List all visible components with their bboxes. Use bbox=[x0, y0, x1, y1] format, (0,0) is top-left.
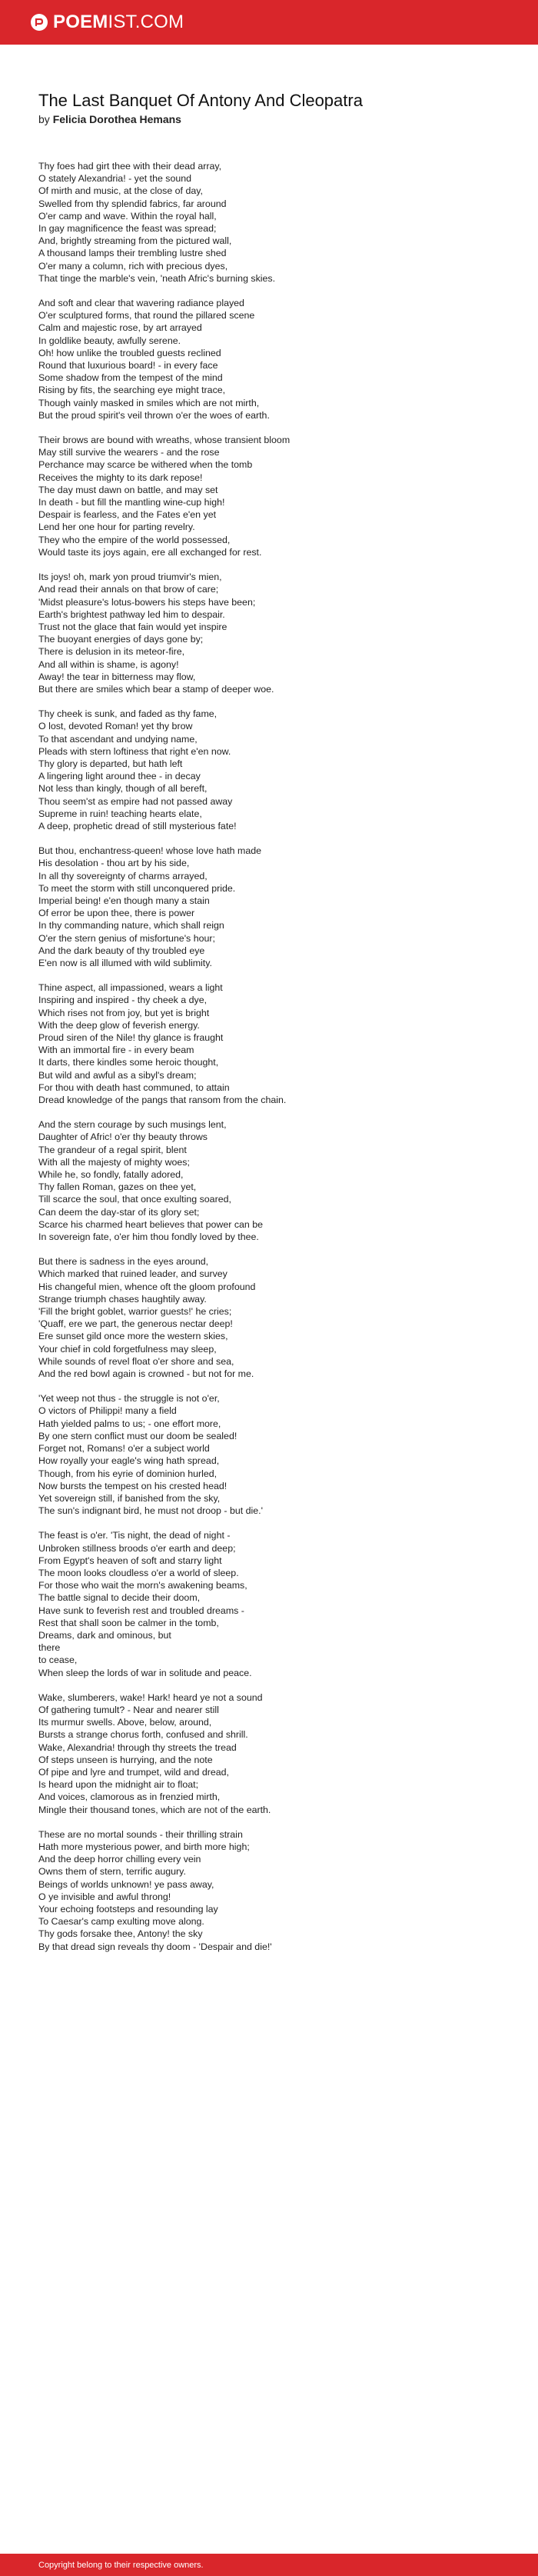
poem-line: Mingle their thousand tones, which are not of the earth. bbox=[38, 1804, 271, 1815]
poem-line: O'er camp and wave. Within the royal hall, bbox=[38, 210, 217, 222]
poem-line: Hath yielded palms to us; - one effort more, bbox=[38, 1418, 221, 1429]
poem-line: But wild and awful as a sibyl's dream; bbox=[38, 1069, 197, 1081]
stanza bbox=[38, 297, 507, 422]
poem-line: Despair is fearless, and the Fates e'en yet bbox=[38, 509, 217, 521]
logo-icon bbox=[31, 14, 48, 31]
poem-line: Of mirth and music, at the close of day, bbox=[38, 185, 203, 197]
poem-line: Pleads with stern loftiness that right e'en now. bbox=[38, 745, 231, 757]
poem-line: Though vainly masked in smiles which are not mirth, bbox=[38, 397, 260, 408]
poem-line: Thy glory is departed, but hath left bbox=[38, 758, 183, 769]
poem-line: That tinge the marble's vein, 'neath Afric's burning skies. bbox=[38, 272, 276, 284]
poem-line: 'Midst pleasure's lotus-bowers his steps have been; bbox=[38, 596, 256, 608]
poem-line: Oh! how unlike the troubled guests reclined bbox=[38, 347, 221, 358]
poem-line: Your chief in cold forgetfulness may sleep, bbox=[38, 1343, 217, 1355]
poem-line: Proud siren of the Nile! thy glance is fraught bbox=[38, 1032, 224, 1043]
poem-line: There is delusion in its meteor-fire, bbox=[38, 646, 185, 658]
poem-line: Receives the mighty to its dark repose! bbox=[38, 472, 203, 483]
poem-line: His changeful mien, whence oft the gloom profound bbox=[38, 1281, 256, 1292]
poem-line: Trust not the glace that fain would yet inspire bbox=[38, 621, 227, 632]
poem-line: Of error be upon thee, there is power bbox=[38, 908, 195, 919]
poem-line: A deep, prophetic dread of still mysterious fate! bbox=[38, 820, 237, 831]
poem-line: Thy gods forsake thee, Antony! the sky bbox=[38, 1928, 203, 1940]
poem-line: Inspiring and inspired - thy cheek a dye, bbox=[38, 995, 208, 1006]
poem-line: Would taste its joys again, ere all exchanged for rest. bbox=[38, 546, 262, 558]
stanza bbox=[38, 571, 507, 695]
poem-line: Now bursts the tempest on his crested head! bbox=[38, 1480, 227, 1491]
poem-line: Can deem the day-star of its glory set; bbox=[38, 1206, 200, 1218]
poem-line: Perchance may scarce be withered when the tomb bbox=[38, 459, 253, 471]
poem-line: And the dark beauty of thy troubled eye bbox=[38, 945, 205, 956]
poem-line: In all thy sovereignty of charms arrayed, bbox=[38, 870, 208, 881]
poem-line: By that dread sign reveals thy doom - 'Despair and die!' bbox=[38, 1941, 272, 1952]
author-link[interactable]: Felicia Dorothea Hemans bbox=[52, 113, 181, 125]
poem-line: Daughter of Afric! o'er thy beauty throws bbox=[38, 1131, 208, 1143]
poem-line: Owns them of stern, terrific augury. bbox=[38, 1866, 186, 1878]
poem-line: Thy cheek is sunk, and faded as thy fame, bbox=[38, 708, 218, 720]
poem-line: Your echoing footsteps and resounding lay bbox=[38, 1904, 218, 1915]
poem-line: With all the majesty of mighty woes; bbox=[38, 1156, 190, 1168]
poem-line: Till scarce the soul, that once exulting soared, bbox=[38, 1194, 231, 1205]
poem-line: Their brows are bound with wreaths, whose transient bloom bbox=[38, 435, 291, 446]
poem-line: Dread knowledge of the pangs that ransom from the chain. bbox=[38, 1095, 287, 1106]
poem-line: O'er the stern genius of misfortune's hour; bbox=[38, 932, 215, 944]
poem-line: Beings of worlds unknown! ye pass away, bbox=[38, 1878, 214, 1890]
poem-line: When sleep the lords of war in solitude and peace. bbox=[38, 1667, 252, 1678]
poem-line: And the stern courage by such musings lent, bbox=[38, 1119, 227, 1131]
poem-line: These are no mortal sounds - their thrilling strain bbox=[38, 1828, 243, 1840]
poem-line: Unbroken stillness broods o'er earth and deep; bbox=[38, 1542, 236, 1554]
copyright-text: Copyright belong to their respective owners. bbox=[38, 2560, 204, 2570]
poem-line: The grandeur of a regal spirit, blent bbox=[38, 1144, 187, 1155]
poem-line: Dreams, dark and ominous, but bbox=[38, 1629, 171, 1641]
poem-line: Round that luxurious board! - in every face bbox=[38, 360, 218, 372]
poem-line: Supreme in ruin! teaching hearts elate, bbox=[38, 808, 202, 819]
poem-line: And the red bowl again is crowned - but not for me. bbox=[38, 1368, 254, 1380]
poem-line: His desolation - thou art by his side, bbox=[38, 858, 190, 869]
poem-line: Of gathering tumult? - Near and nearer still bbox=[38, 1704, 219, 1715]
poem-line: Calm and majestic rose, by art arrayed bbox=[38, 322, 202, 334]
poem-line: And read their annals on that brow of care; bbox=[38, 584, 219, 595]
stanza bbox=[38, 981, 507, 1106]
poem-line: And all within is shame, is agony! bbox=[38, 658, 179, 670]
poem-line: there bbox=[38, 1642, 61, 1654]
poem-line: It darts, there kindles some heroic thought, bbox=[38, 1057, 219, 1068]
poem-line: For thou with death hast communed, to attain bbox=[38, 1081, 230, 1093]
poem-line: Thy fallen Roman, gazes on thee yet, bbox=[38, 1181, 197, 1193]
poem-line: Forget not, Romans! o'er a subject world bbox=[38, 1443, 210, 1455]
poem-line: The buoyant energies of days gone by; bbox=[38, 634, 204, 645]
poem-line: Though, from his eyrie of dominion hurled, bbox=[38, 1468, 218, 1479]
poem-line: Rest that shall soon be calmer in the tomb, bbox=[38, 1617, 219, 1628]
poem-line: Which marked that ruined leader, and survey bbox=[38, 1268, 227, 1280]
poem-line: And voices, clamorous as in frenzied mirth, bbox=[38, 1791, 221, 1803]
stanza bbox=[38, 1529, 507, 1678]
poem-line: To Caesar's camp exulting move along. bbox=[38, 1916, 204, 1928]
poem-line: E'en now is all illumed with wild sublimity. bbox=[38, 957, 212, 968]
poem-line: Rising by fits, the searching eye might trace, bbox=[38, 385, 226, 396]
poem-line: A lingering light around thee - in decay bbox=[38, 771, 201, 782]
site-footer bbox=[0, 2554, 538, 2576]
poem-line: Away! the tear in bitterness may flow, bbox=[38, 671, 196, 682]
poem-line: The day must dawn on battle, and may set bbox=[38, 484, 218, 495]
poem-line: to cease, bbox=[38, 1655, 78, 1666]
poem-line: O ye invisible and awful throng! bbox=[38, 1891, 171, 1902]
poem-line: While sounds of revel float o'er shore and sea, bbox=[38, 1355, 234, 1367]
poem-line: Yet sovereign still, if banished from the sky, bbox=[38, 1492, 221, 1504]
poem-line: Swelled from thy splendid fabrics, far around bbox=[38, 198, 227, 209]
poem-line: In thy commanding nature, which shall reign bbox=[38, 920, 224, 931]
poem-line: How royally your eagle's wing hath spread, bbox=[38, 1455, 220, 1467]
poem-line: 'Fill the bright goblet, warrior guests!' he cries; bbox=[38, 1306, 232, 1318]
poem-line: With an immortal fire - in every beam bbox=[38, 1045, 194, 1056]
site-logo-link[interactable] bbox=[31, 12, 184, 33]
poem-line: In death - but fill the mantling wine-cup high! bbox=[38, 497, 225, 508]
poem-line: Wake, slumberers, wake! Hark! heard ye not a sound bbox=[38, 1691, 263, 1703]
poem-line: Imperial being! e'en though many a stain bbox=[38, 895, 210, 906]
site-header bbox=[0, 0, 538, 45]
poem-line: Hath more mysterious power, and birth more high; bbox=[38, 1841, 250, 1852]
poem-line: And, brightly streaming from the pictured wall, bbox=[38, 235, 232, 247]
stanza bbox=[38, 1828, 507, 1953]
poem-line: In sovereign fate, o'er him thou fondly loved by thee. bbox=[38, 1231, 259, 1243]
poem-line: Not less than kingly, though of all bereft, bbox=[38, 783, 208, 795]
poem-line: By one stern conflict must our doom be sealed! bbox=[38, 1430, 237, 1441]
poem-line: Is heard upon the midnight air to float; bbox=[38, 1779, 199, 1791]
poem-line: But there are smiles which bear a stamp of deeper woe. bbox=[38, 683, 274, 695]
poem-line: In gay magnificence the feast was spread; bbox=[38, 223, 217, 235]
poem-line: Lend her one hour for parting revelry. bbox=[38, 522, 195, 533]
poem-line: Which rises not from joy, but yet is bright bbox=[38, 1007, 210, 1018]
poem-line: With the deep glow of feverish energy. bbox=[38, 1019, 200, 1031]
poem-line: The sun's indignant bird, he must not droop - but die.' bbox=[38, 1505, 263, 1517]
poem-line: And soft and clear that wavering radiance played bbox=[38, 298, 244, 309]
poem-line: But thou, enchantress-queen! whose love hath made bbox=[38, 845, 261, 857]
poem-line: Thy foes had girt thee with their dead array, bbox=[38, 161, 222, 172]
poem-line: O stately Alexandria! - yet the sound bbox=[38, 173, 192, 185]
poem-line: Some shadow from the tempest of the mind bbox=[38, 372, 223, 384]
poem-line: But there is sadness in the eyes around, bbox=[38, 1256, 209, 1268]
poem-line: O lost, devoted Roman! yet thy brow bbox=[38, 721, 193, 732]
poem-line: The battle signal to decide their doom, bbox=[38, 1592, 201, 1604]
poem-line: From Egypt's heaven of soft and starry light bbox=[38, 1555, 222, 1566]
stanza bbox=[38, 845, 507, 969]
poem-line: O'er many a column, rich with precious dyes, bbox=[38, 260, 228, 272]
poem-body bbox=[38, 160, 507, 1953]
stanza bbox=[38, 708, 507, 832]
stanza bbox=[38, 1255, 507, 1380]
poem-line: To meet the storm with still unconquered pride. bbox=[38, 882, 236, 894]
poem-line: Its murmur swells. Above, below, around, bbox=[38, 1717, 212, 1728]
poem-line: Bursts a strange chorus forth, confused and shrill. bbox=[38, 1729, 248, 1741]
brand-bold-text: POEM bbox=[53, 12, 108, 32]
poem-content bbox=[38, 91, 507, 1965]
poem-line: May still survive the wearers - and the rose bbox=[38, 447, 220, 458]
poem-byline bbox=[38, 112, 507, 126]
poem-line: Its joys! oh, mark yon proud triumvir's mien, bbox=[38, 572, 222, 583]
poem-line: Strange triumph chases haughtily away. bbox=[38, 1293, 207, 1305]
stanza bbox=[38, 1118, 507, 1243]
poem-title: The Last Banquet Of Antony And Cleopatra bbox=[38, 91, 363, 110]
brand-light-text: IST.COM bbox=[108, 12, 184, 32]
poem-line: To that ascendant and undying name, bbox=[38, 733, 198, 745]
poem-line: For those who wait the morn's awakening beams, bbox=[38, 1580, 247, 1591]
poem-line: And the deep horror chilling every vein bbox=[38, 1854, 201, 1865]
poem-line: Wake, Alexandria! through thy streets the tread bbox=[38, 1741, 237, 1753]
site-brand bbox=[53, 12, 184, 33]
byline-prefix: by bbox=[38, 113, 53, 125]
poem-line: While he, so fondly, fatally adored, bbox=[38, 1169, 184, 1181]
stanza bbox=[38, 1691, 507, 1816]
poem-line: Ere sunset gild once more the western skies, bbox=[38, 1331, 228, 1342]
poem-line: Of steps unseen is hurrying, and the note bbox=[38, 1754, 213, 1765]
stanza bbox=[38, 1392, 507, 1517]
poem-line: 'Quaff, ere we part, the generous nectar deep! bbox=[38, 1318, 233, 1330]
poem-line: They who the empire of the world possessed, bbox=[38, 534, 231, 545]
poem-line: 'Yet weep not thus - the struggle is not o'er, bbox=[38, 1393, 220, 1405]
stanza bbox=[38, 160, 507, 285]
poem-line: O victors of Philippi! many a field bbox=[38, 1405, 177, 1417]
poem-line: Thou seem'st as empire had not passed away bbox=[38, 795, 233, 807]
stanza bbox=[38, 434, 507, 558]
poem-line: Have sunk to feverish rest and troubled dreams - bbox=[38, 1605, 244, 1616]
poem-line: Thine aspect, all impassioned, wears a light bbox=[38, 982, 223, 994]
poem-line: Of pipe and lyre and trumpet, wild and dread, bbox=[38, 1766, 229, 1778]
poem-line: A thousand lamps their trembling lustre shed bbox=[38, 248, 227, 259]
poem-line: O'er sculptured forms, that round the pillared scene bbox=[38, 310, 255, 322]
poem-line: The moon looks cloudless o'er a world of sleep. bbox=[38, 1567, 239, 1578]
poem-line: Scarce his charmed heart believes that power can be bbox=[38, 1218, 264, 1230]
poem-line: The feast is o'er. 'Tis night, the dead of night - bbox=[38, 1530, 231, 1541]
poem-line: In goldlike beauty, awfully serene. bbox=[38, 335, 181, 346]
poem-line: Earth's brightest pathway led him to despair. bbox=[38, 608, 225, 620]
poem-line: But the proud spirit's veil thrown o'er the woes of earth. bbox=[38, 409, 270, 421]
